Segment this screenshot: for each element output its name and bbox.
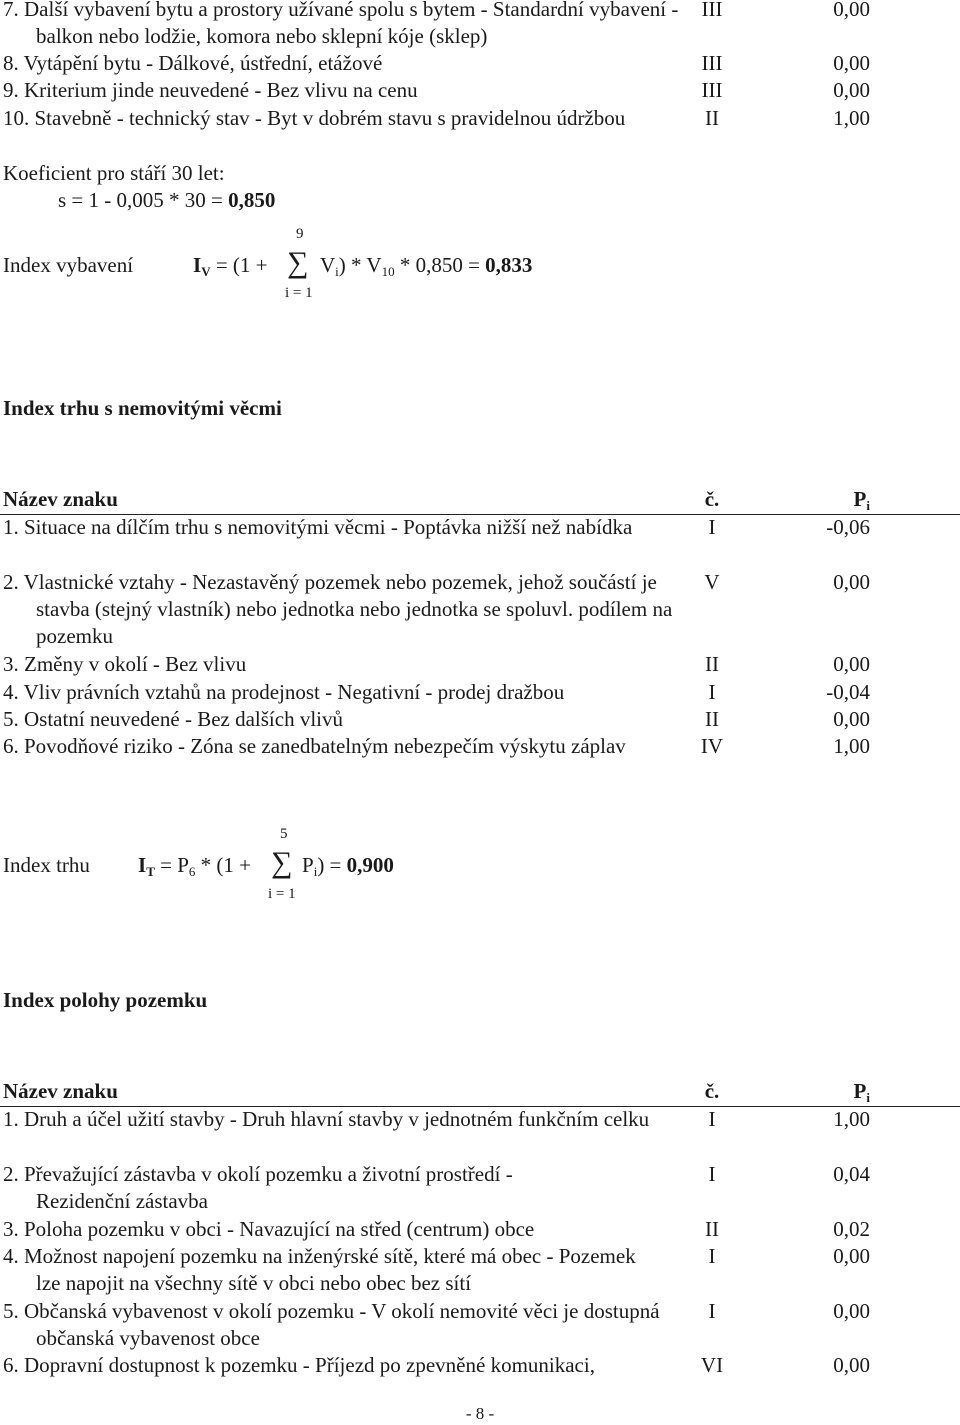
item-label: 3. Změny v okolí - Bez vlivu bbox=[3, 652, 247, 676]
sum-sign: ∑ bbox=[287, 246, 309, 279]
item-value: 0,00 bbox=[833, 570, 870, 594]
item-class: I bbox=[708, 1107, 716, 1131]
col-name-header: Název znaku bbox=[3, 487, 118, 511]
age-formula bbox=[58, 187, 275, 214]
formula-part1: = (1 + bbox=[210, 253, 268, 277]
item-label: 9. Kriterium jinde neuvedené - Bez vlivu na cenu bbox=[3, 78, 418, 102]
item-class: VI bbox=[700, 1353, 724, 1377]
index-vybaveni-formula-left bbox=[193, 252, 268, 279]
age-label: Koeficient pro stáří 30 let: bbox=[3, 161, 225, 185]
item-label: 10. Stavebně - technický stav - Byt v dobrém stavu s pravidelnou údržbou bbox=[3, 106, 626, 130]
trh-heading: Index trhu s nemovitými věcmi bbox=[3, 396, 282, 420]
col-num-header: č. bbox=[704, 487, 720, 511]
index-trhu-label: Index trhu bbox=[3, 853, 90, 877]
item-class: II bbox=[705, 1217, 719, 1241]
item-label: 8. Vytápění bytu - Dálkové, ústřední, etážové bbox=[3, 51, 383, 75]
item-label: 6. Povodňové riziko - Zóna se zanedbatelným nebezpečím výskytu záplav bbox=[3, 734, 626, 758]
page-number: - 8 - bbox=[465, 1404, 495, 1423]
formula-part2: * (1 + bbox=[195, 853, 251, 877]
item-label: 7. Další vybavení bytu a prostory užívané spolu s bytem - Standardní vybavení - balkon nebo lodžie, komora nebo sklepní kóje (sklep) bbox=[3, 0, 679, 48]
item-value: 0,00 bbox=[833, 1299, 870, 1323]
item-class: I bbox=[708, 1162, 716, 1186]
item-value: 0,02 bbox=[833, 1217, 870, 1241]
item-class: II bbox=[705, 652, 719, 676]
sum-lower-limit: i = 1 bbox=[285, 285, 313, 301]
age-result: 0,850 bbox=[228, 188, 276, 212]
sum-sign: ∑ bbox=[271, 846, 293, 879]
symbol-it-sub: T bbox=[146, 864, 155, 879]
item-value: 0,00 bbox=[833, 78, 870, 102]
item-value: 1,00 bbox=[833, 1107, 870, 1131]
index-trhu-result: 0,900 bbox=[346, 853, 394, 877]
item-class: IV bbox=[700, 734, 724, 758]
col-p-letter: P bbox=[853, 1079, 867, 1103]
item-value: 1,00 bbox=[833, 106, 870, 130]
item-value: 0,04 bbox=[833, 1162, 870, 1186]
formula-part4: ) = bbox=[317, 853, 347, 877]
formula-part2-sub: i bbox=[335, 264, 339, 279]
col-p-letter: P bbox=[853, 487, 867, 511]
item-label: 2. Vlastnické vztahy - Nezastavěný pozemek nebo pozemek, jehož součástí je stavba (stejný vlastník) nebo jednotka nebo jednotka se spoluvl. podílem na pozemku bbox=[3, 570, 673, 648]
formula-part2: V bbox=[320, 253, 336, 277]
item-label: 6. Dopravní dostupnost k pozemku - Příjezd po zpevněné komunikaci, bbox=[3, 1353, 595, 1377]
sum-upper-limit: 5 bbox=[280, 826, 288, 842]
symbol-iv: I bbox=[193, 253, 202, 277]
item-class: II bbox=[705, 106, 719, 130]
index-vybaveni-formula-right bbox=[320, 252, 532, 279]
index-vybaveni-label: Index vybavení bbox=[3, 253, 134, 277]
item-value: 0,00 bbox=[833, 707, 870, 731]
item-class: III bbox=[701, 78, 723, 102]
item-label: 3. Poloha pozemku v obci - Navazující na střed (centrum) obce bbox=[3, 1217, 535, 1241]
item-class: I bbox=[708, 1244, 716, 1268]
sum-upper-limit: 9 bbox=[296, 226, 304, 242]
col-p-sub: i bbox=[866, 1090, 870, 1105]
col-p-sub: i bbox=[866, 498, 870, 513]
formula-part3-sub: 10 bbox=[381, 264, 395, 279]
item-class: III bbox=[701, 0, 723, 21]
symbol-iv-sub: V bbox=[201, 264, 211, 279]
formula-part1: = P bbox=[154, 853, 189, 877]
index-trhu-formula-right bbox=[302, 852, 394, 879]
formula-part3: ) * V bbox=[338, 253, 382, 277]
item-label: 4. Možnost napojení pozemku na inženýrské sítě, které má obec - Pozemek lze napojit na všechny sítě v obci nebo obec bez sítí bbox=[3, 1244, 636, 1295]
col-p-header bbox=[760, 1078, 870, 1105]
symbol-it: I bbox=[138, 853, 147, 877]
item-value: 0,00 bbox=[833, 1353, 870, 1377]
formula-part3: P bbox=[302, 853, 314, 877]
poloha-heading: Index polohy pozemku bbox=[3, 988, 208, 1012]
formula-part3-sub: i bbox=[313, 864, 318, 879]
age-formula-prefix: s = 1 - 0,005 * 30 = bbox=[58, 188, 229, 212]
item-label: 4. Vliv právních vztahů na prodejnost - Negativní - prodej dražbou bbox=[3, 680, 565, 704]
sum-lower-limit: i = 1 bbox=[268, 886, 296, 902]
item-class: I bbox=[708, 515, 716, 539]
item-class: III bbox=[701, 51, 723, 75]
formula-part1-sub: 6 bbox=[188, 864, 196, 879]
item-class: I bbox=[708, 680, 716, 704]
index-vybaveni-result: 0,833 bbox=[485, 253, 533, 277]
item-label: 2. Převažující zástavba v okolí pozemku a životní prostředí - Rezidenční zástavba bbox=[3, 1162, 513, 1213]
item-label: 1. Druh a účel užití stavby - Druh hlavní stavby v jednotném funkčním celku bbox=[3, 1107, 650, 1131]
item-label: 5. Ostatní neuvedené - Bez dalších vlivů bbox=[3, 707, 343, 731]
item-class: II bbox=[705, 707, 719, 731]
poloha-table-header bbox=[0, 1078, 960, 1107]
col-name-header: Název znaku bbox=[3, 1079, 118, 1103]
item-value: -0,04 bbox=[826, 680, 870, 704]
col-num-header: č. bbox=[704, 1079, 720, 1103]
item-value: -0,06 bbox=[826, 515, 870, 539]
item-value: 1,00 bbox=[833, 734, 870, 758]
formula-part4: * 0,850 = bbox=[394, 253, 486, 277]
item-value: 0,00 bbox=[833, 1244, 870, 1268]
item-value: 0,00 bbox=[833, 0, 870, 21]
index-trhu-formula-left bbox=[138, 852, 251, 879]
item-label: 5. Občanská vybavenost v okolí pozemku - V okolí nemovité věci je dostupná občanská vybavenost obce bbox=[3, 1299, 660, 1350]
item-class: I bbox=[708, 1299, 716, 1323]
item-label: 1. Situace na dílčím trhu s nemovitými věcmi - Poptávka nižší než nabídka bbox=[3, 515, 633, 539]
col-p-header bbox=[760, 486, 870, 513]
item-value: 0,00 bbox=[833, 652, 870, 676]
item-value: 0,00 bbox=[833, 51, 870, 75]
trh-table-header bbox=[0, 486, 960, 515]
item-class: V bbox=[704, 570, 720, 594]
